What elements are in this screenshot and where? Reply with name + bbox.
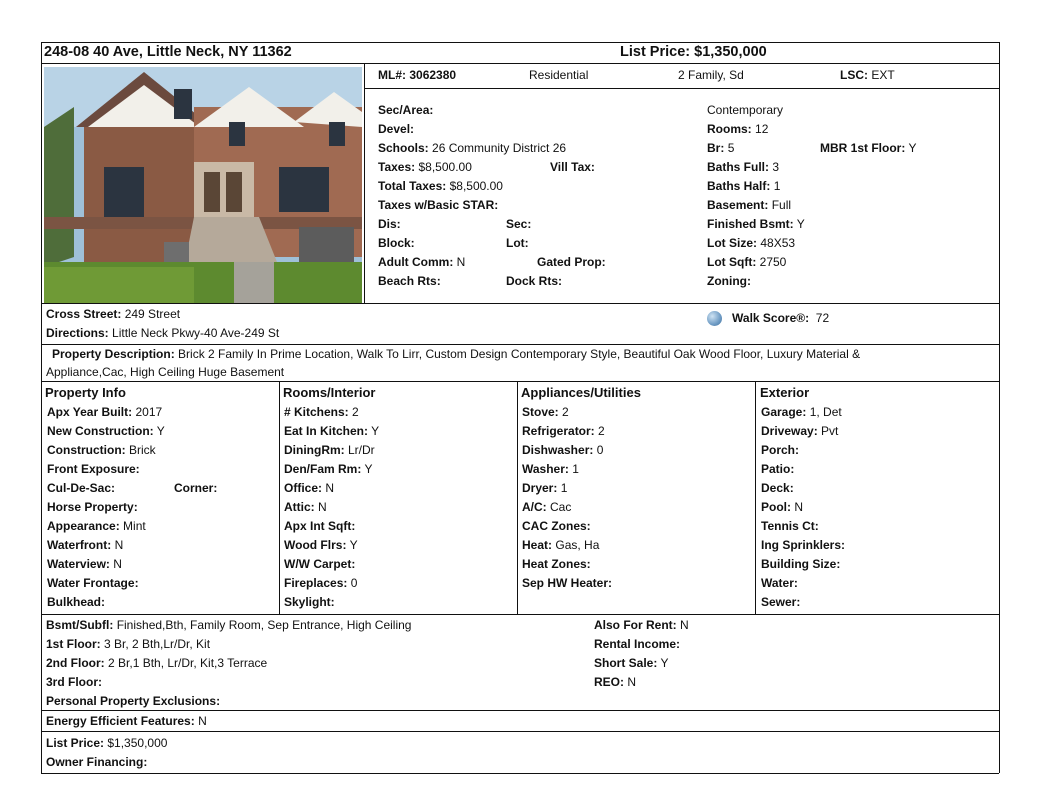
address: 248-08 40 Ave, Little Neck, NY 11362 xyxy=(44,44,292,60)
gated-prop-field: Gated Prop: xyxy=(537,255,606,269)
property-description: Property Description: Brick 2 Family In Prime Location, Walk To Lirr, Custom Design Contemporary Style, Beautiful Oak Wood Floor, Luxury Material & xyxy=(52,347,861,361)
taxes-field: Taxes: $8,500.00 xyxy=(378,160,472,174)
walk-score-icon xyxy=(707,311,722,326)
adult-comm-field: Adult Comm: N xyxy=(378,255,466,269)
energy-features: Energy Efficient Features: N xyxy=(46,714,207,728)
property-class: 2 Family, Sd xyxy=(678,68,744,82)
walk-score: Walk Score®: 72 xyxy=(707,311,829,326)
mls-row: ML#: 3062380 xyxy=(378,68,457,82)
footer-list-price: List Price: $1,350,000 xyxy=(46,736,168,750)
exterior-title: Exterior xyxy=(760,385,810,400)
rooms-interior-title: Rooms/Interior xyxy=(283,385,376,400)
lot-field: Lot: xyxy=(506,236,529,250)
dis-field: Dis: xyxy=(378,217,401,231)
br-field: Br: 5 xyxy=(707,141,735,155)
total-taxes-field: Total Taxes: $8,500.00 xyxy=(378,179,503,193)
vill-tax-field: Vill Tax: xyxy=(550,160,595,174)
corner-field: Corner: xyxy=(174,481,218,495)
devel-field: Devel: xyxy=(378,122,415,136)
property-photo xyxy=(44,67,362,303)
directions: Directions: Little Neck Pkwy-40 Ave-249 St xyxy=(46,326,280,340)
beach-rts-field: Beach Rts: xyxy=(378,274,441,288)
baths-half-field: Baths Half: 1 xyxy=(707,179,781,193)
baths-full-field: Baths Full: 3 xyxy=(707,160,780,174)
cross-street: Cross Street: 249 Street xyxy=(46,307,181,321)
owner-financing: Owner Financing: xyxy=(46,755,148,769)
list-price-header: List Price: $1,350,000 xyxy=(620,44,767,60)
property-description-line2: Appliance,Cac, High Ceiling Huge Basement xyxy=(46,365,285,379)
listing-sheet: 248-08 40 Ave, Little Neck, NY 11362 List Price: $1,350,000 ML#: 3062380 Residential 2 Family, Sd LSC: EXT Sec/Area: Devel: Schools: 26 Community District 26 Taxes: $8,500.00 Total Taxes: $8,500.00 Taxes w/Basic STAR: Dis: Block: Adult Comm: N Beach Rts: Vill Tax: Sec: Lot: Gated Prop: Dock Rts: Contemporary Rooms: 12 Br: 5 Baths Full: 3 Baths Half: 1 Basement: Full Finished Bsmt: Y Lot Size: 48X53 Lot Sqft: 2750 Zoning: MBR 1st Floor: Y Cross Street: 249 Street Directions: Little Neck Pkwy-40 Ave-249 St Walk Score®: 72 Property Description: Brick 2 Family In Prime Location, Walk To Lirr, Custom Design Contemporary Style, Beautiful Oak Wood Floor, Luxury Material & Appliance,Cac, High Ceiling Huge Basement Property Info Rooms/Interior Appliances/Utilities Exterior Apx Year Built: 2017 New Construction: Y Construction: Brick Front Exposure: Cul-De-Sac: Corner: Horse Property: Appearance: Mint Waterfront: N Waterview: N Water Frontage: Bulkhead: # Kitchens: 2 Eat In Kitchen: Y DiningRm: Lr/Dr Den/Fam Rm: Y Office: N Attic: N Apx Int Sqft: Wood Flrs: Y W/W Carpet: Fireplaces: 0 Skylight: Stove: 2 Refrigerator: 2 Dishwasher: 0 Washer: 1 Dryer: 1 A/C: Cac CAC Zones: Heat: Gas, Ha Heat Zones: Sep HW Heater: Garage: 1, Det Driveway: Pvt Porch: Patio: Deck: Pool: N Tennis Ct: Ing Sprinklers: Building Size: Water: Sewer: Bsmt/Subfl: Finished,Bth, Family Room, Sep Entrance, High Ceiling 1st Floor: 3 Br, 2 Bth,Lr/Dr, Kit 2nd Floor: 2 Br,1 Bth, Lr/Dr, Kit,3 Terrace 3rd Floor: Personal Property Exclusions: Also For Rent: N Rental Income: Short Sale: Y REO: N Energy Efficient Features: N List Price: $1,350,000 Owner Financing: xyxy=(41,42,999,773)
appliances-title: Appliances/Utilities xyxy=(521,385,641,400)
lot-sqft-field: Lot Sqft: 2750 xyxy=(707,255,787,269)
style-field: Contemporary xyxy=(707,103,784,117)
lot-size-field: Lot Size: 48X53 xyxy=(707,236,796,250)
dock-rts-field: Dock Rts: xyxy=(506,274,563,288)
property-type: Residential xyxy=(529,68,589,82)
property-info-title: Property Info xyxy=(45,385,126,400)
finished-bsmt-field: Finished Bsmt: Y xyxy=(707,217,805,231)
lsc-field: LSC: EXT xyxy=(840,68,895,82)
zoning-field: Zoning: xyxy=(707,274,751,288)
sec-field: Sec: xyxy=(506,217,532,231)
basement-field: Basement: Full xyxy=(707,198,792,212)
schools-field: Schools: 26 Community District 26 xyxy=(378,141,567,155)
taxes-star-field: Taxes w/Basic STAR: xyxy=(378,198,499,212)
mbr-field: MBR 1st Floor: Y xyxy=(820,141,917,155)
rooms-field: Rooms: 12 xyxy=(707,122,769,136)
block-field: Block: xyxy=(378,236,415,250)
sec-area-field: Sec/Area: xyxy=(378,103,434,117)
